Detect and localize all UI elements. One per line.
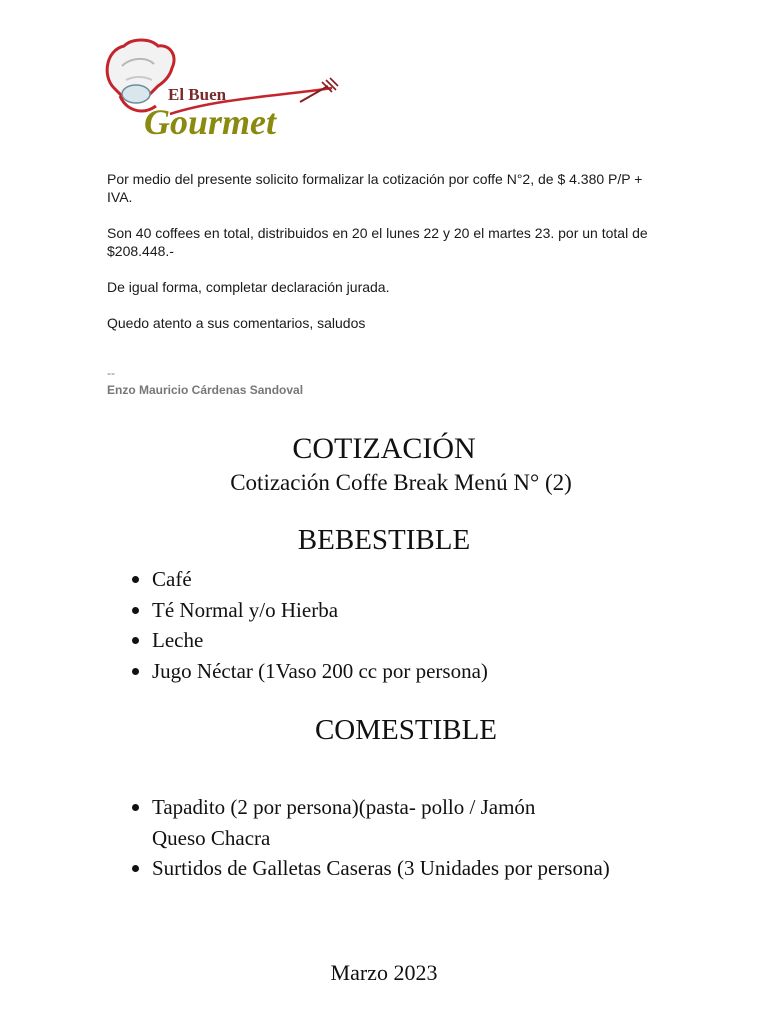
list-item-text: Surtidos de Galletas Caseras (3 Unidades por persona) xyxy=(152,856,610,880)
bullet-icon xyxy=(132,804,139,811)
email-paragraph: Son 40 coffees en total, distribuidos en 20 el lunes 22 y 20 el martes 23. por un total de $208.448.- xyxy=(107,225,648,259)
signature-separator: -- xyxy=(107,366,115,380)
email-paragraph: De igual forma, completar declaración jurada. xyxy=(107,279,390,295)
email-body xyxy=(107,170,667,350)
list-item xyxy=(130,595,488,626)
logo-text-line2: Gourmet xyxy=(144,102,277,142)
signature-name: Enzo Mauricio Cárdenas Sandoval xyxy=(107,383,304,397)
list-item-text: Café xyxy=(152,567,192,591)
bullet-icon xyxy=(132,576,139,583)
chef-hat-logo-icon xyxy=(100,36,340,154)
list-item-text: Leche xyxy=(152,628,204,652)
email-signature xyxy=(107,366,303,398)
bullet-icon xyxy=(132,865,139,872)
list-item-text: Tapadito (2 por persona)(pasta- pollo / Jamón xyxy=(152,795,536,819)
email-paragraph: Por medio del presente solicito formalizar la cotización por coffe N°2, de $ 4.380 P/P + IVA. xyxy=(107,171,643,205)
quote-date: Marzo 2023 xyxy=(330,960,438,985)
food-list xyxy=(130,792,610,884)
list-item-text: Té Normal y/o Hierba xyxy=(152,597,339,622)
drinks-list xyxy=(130,564,488,686)
drinks-heading: BEBESTIBLE xyxy=(297,524,471,556)
quote-title: COTIZACIÓN xyxy=(292,432,476,465)
list-item xyxy=(130,656,488,687)
quote-subtitle: Cotización Coffe Break Menú N° (2) xyxy=(230,470,572,495)
bullet-icon xyxy=(132,668,139,675)
list-item xyxy=(130,564,488,595)
el-buen-gourmet-logo xyxy=(100,36,340,154)
list-item-text: Jugo Néctar (1Vaso 200 cc por persona) xyxy=(152,658,488,683)
list-item-text-continued: Queso Chacra xyxy=(152,825,271,850)
list-item xyxy=(130,792,610,853)
list-item xyxy=(130,625,488,656)
bullet-icon xyxy=(132,607,139,614)
logo-text-line1: El Buen xyxy=(168,85,227,104)
list-item xyxy=(130,853,610,884)
bullet-icon xyxy=(132,637,139,644)
food-heading: COMESTIBLE xyxy=(314,714,498,746)
email-paragraph: Quedo atento a sus comentarios, saludos xyxy=(107,315,366,331)
